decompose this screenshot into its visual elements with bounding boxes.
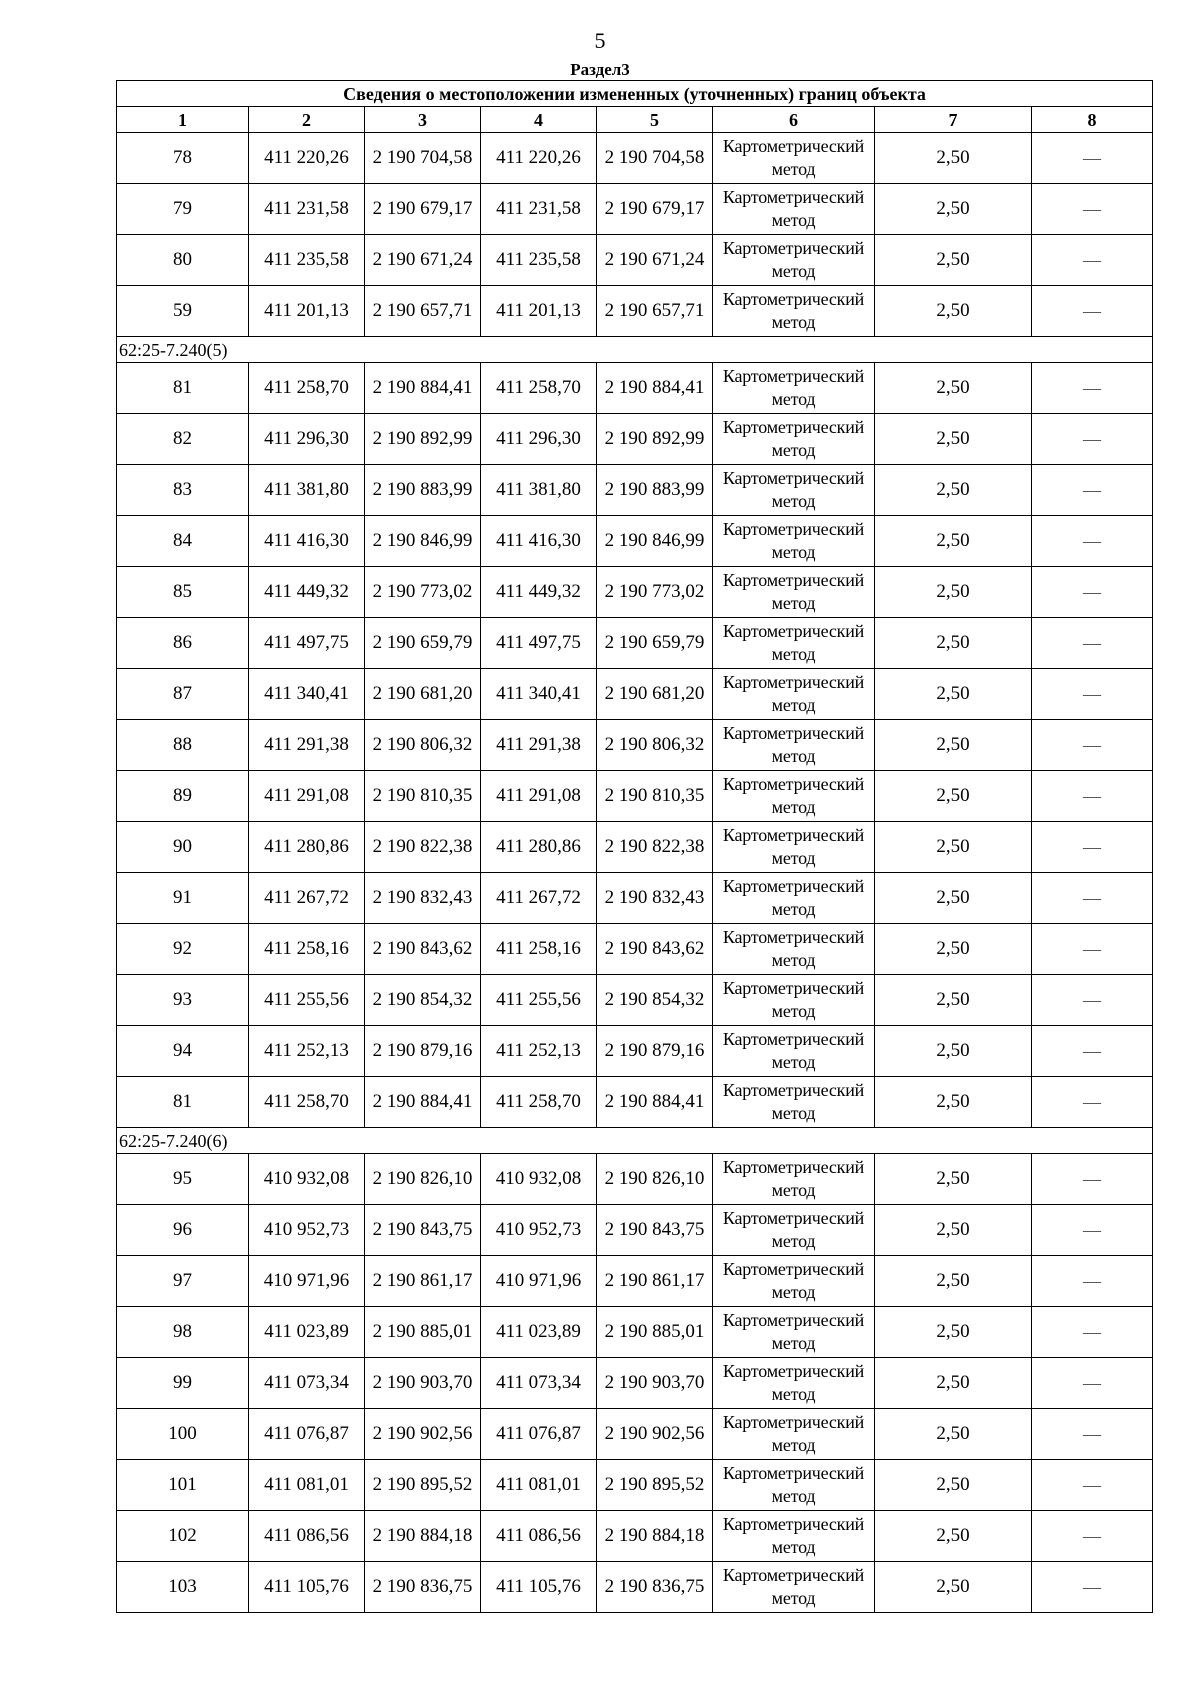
y-old-cell: 2 190 843,75 [365,1205,481,1256]
method-cell: Картометрический метод [713,1026,875,1077]
accuracy-cell: 2,50 [875,975,1032,1026]
y-old-cell: 2 190 671,24 [365,235,481,286]
accuracy-cell: 2,50 [875,1026,1032,1077]
accuracy-cell: 2,50 [875,363,1032,414]
description-cell: — [1032,567,1153,618]
column-header: 2 [249,107,365,133]
group-row [117,1128,1153,1154]
y-new-cell: 2 190 832,43 [597,873,713,924]
group-label: 62:25-7.240(5) [117,337,1153,363]
accuracy-cell: 2,50 [875,465,1032,516]
group-row [117,337,1153,363]
point-number-cell: 81 [117,1077,249,1128]
point-number-cell: 88 [117,720,249,771]
method-cell: Картометрический метод [713,924,875,975]
y-new-cell: 2 190 895,52 [597,1460,713,1511]
x-new-cell: 410 971,96 [481,1256,597,1307]
accuracy-cell: 2,50 [875,1409,1032,1460]
method-cell: Картометрический метод [713,286,875,337]
x-new-cell: 411 258,70 [481,1077,597,1128]
y-new-cell: 2 190 883,99 [597,465,713,516]
x-new-cell: 411 497,75 [481,618,597,669]
x-old-cell: 411 201,13 [249,286,365,337]
point-number-cell: 59 [117,286,249,337]
point-number-cell: 97 [117,1256,249,1307]
x-old-cell: 411 255,56 [249,975,365,1026]
accuracy-cell: 2,50 [875,133,1032,184]
column-header: 3 [365,107,481,133]
method-cell: Картометрический метод [713,975,875,1026]
y-new-cell: 2 190 861,17 [597,1256,713,1307]
point-number-cell: 89 [117,771,249,822]
point-number-cell: 80 [117,235,249,286]
point-number-cell: 84 [117,516,249,567]
x-old-cell: 411 073,34 [249,1358,365,1409]
description-cell: — [1032,822,1153,873]
y-old-cell: 2 190 884,41 [365,363,481,414]
point-number-cell: 99 [117,1358,249,1409]
point-number-cell: 86 [117,618,249,669]
x-old-cell: 411 023,89 [249,1307,365,1358]
x-new-cell: 411 081,01 [481,1460,597,1511]
accuracy-cell: 2,50 [875,1205,1032,1256]
y-old-cell: 2 190 884,18 [365,1511,481,1562]
table-row [117,1077,1153,1128]
x-new-cell: 411 105,76 [481,1562,597,1613]
column-header: 7 [875,107,1032,133]
x-new-cell: 411 255,56 [481,975,597,1026]
y-new-cell: 2 190 681,20 [597,669,713,720]
description-cell: — [1032,184,1153,235]
method-cell: Картометрический метод [713,363,875,414]
method-cell: Картометрический метод [713,1256,875,1307]
x-old-cell: 411 497,75 [249,618,365,669]
method-cell: Картометрический метод [713,669,875,720]
point-number-cell: 100 [117,1409,249,1460]
method-cell: Картометрический метод [713,1205,875,1256]
x-old-cell: 411 235,58 [249,235,365,286]
table-row [117,1409,1153,1460]
section-title: Раздел3 [570,60,630,79]
y-new-cell: 2 190 846,99 [597,516,713,567]
x-new-cell: 411 416,30 [481,516,597,567]
x-old-cell: 411 291,38 [249,720,365,771]
description-cell: — [1032,286,1153,337]
x-old-cell: 410 971,96 [249,1256,365,1307]
y-new-cell: 2 190 826,10 [597,1154,713,1205]
table-row [117,669,1153,720]
y-old-cell: 2 190 657,71 [365,286,481,337]
group-label: 62:25-7.240(6) [117,1128,1153,1154]
method-cell: Картометрический метод [713,1077,875,1128]
description-cell: — [1032,669,1153,720]
point-number-cell: 81 [117,363,249,414]
y-new-cell: 2 190 843,75 [597,1205,713,1256]
column-header: 8 [1032,107,1153,133]
accuracy-cell: 2,50 [875,235,1032,286]
x-new-cell: 411 073,34 [481,1358,597,1409]
description-cell: — [1032,235,1153,286]
y-old-cell: 2 190 854,32 [365,975,481,1026]
accuracy-cell: 2,50 [875,567,1032,618]
description-cell: — [1032,924,1153,975]
description-cell: — [1032,516,1153,567]
table-row [117,465,1153,516]
y-old-cell: 2 190 822,38 [365,822,481,873]
method-cell: Картометрический метод [713,822,875,873]
accuracy-cell: 2,50 [875,1460,1032,1511]
x-old-cell: 411 280,86 [249,822,365,873]
method-cell: Картометрический метод [713,720,875,771]
y-new-cell: 2 190 879,16 [597,1026,713,1077]
y-old-cell: 2 190 806,32 [365,720,481,771]
y-old-cell: 2 190 902,56 [365,1409,481,1460]
description-cell: — [1032,1026,1153,1077]
method-cell: Картометрический метод [713,618,875,669]
method-cell: Картометрический метод [713,873,875,924]
column-header: 1 [117,107,249,133]
x-old-cell: 410 952,73 [249,1205,365,1256]
y-new-cell: 2 190 892,99 [597,414,713,465]
description-cell: — [1032,873,1153,924]
table-row [117,516,1153,567]
y-old-cell: 2 190 884,41 [365,1077,481,1128]
x-old-cell: 411 296,30 [249,414,365,465]
method-cell: Картометрический метод [713,184,875,235]
x-old-cell: 411 258,16 [249,924,365,975]
x-old-cell: 411 220,26 [249,133,365,184]
accuracy-cell: 2,50 [875,1511,1032,1562]
table-row [117,1307,1153,1358]
description-cell: — [1032,1511,1153,1562]
point-number-cell: 101 [117,1460,249,1511]
x-old-cell: 411 076,87 [249,1409,365,1460]
table-row [117,414,1153,465]
table-row [117,235,1153,286]
x-old-cell: 411 086,56 [249,1511,365,1562]
x-new-cell: 411 381,80 [481,465,597,516]
page-number: 5 [594,28,606,53]
point-number-cell: 93 [117,975,249,1026]
description-cell: — [1032,414,1153,465]
method-cell: Картометрический метод [713,414,875,465]
table-row [117,1256,1153,1307]
y-old-cell: 2 190 679,17 [365,184,481,235]
x-new-cell: 411 231,58 [481,184,597,235]
method-cell: Картометрический метод [713,771,875,822]
x-new-cell: 410 952,73 [481,1205,597,1256]
point-number-cell: 83 [117,465,249,516]
table-title: Сведения о местоположении измененных (уточненных) границ объекта [117,81,1153,107]
x-old-cell: 411 267,72 [249,873,365,924]
method-cell: Картометрический метод [713,1307,875,1358]
x-new-cell: 411 235,58 [481,235,597,286]
description-cell: — [1032,1460,1153,1511]
method-cell: Картометрический метод [713,1460,875,1511]
table-row [117,924,1153,975]
method-cell: Картометрический метод [713,1358,875,1409]
method-cell: Картометрический метод [713,567,875,618]
boundary-table [116,80,1153,1613]
y-new-cell: 2 190 884,18 [597,1511,713,1562]
y-old-cell: 2 190 903,70 [365,1358,481,1409]
description-cell: — [1032,133,1153,184]
point-number-cell: 79 [117,184,249,235]
x-new-cell: 411 023,89 [481,1307,597,1358]
table-row [117,975,1153,1026]
table-row [117,873,1153,924]
y-new-cell: 2 190 822,38 [597,822,713,873]
y-new-cell: 2 190 884,41 [597,1077,713,1128]
description-cell: — [1032,720,1153,771]
description-cell: — [1032,1077,1153,1128]
description-cell: — [1032,1205,1153,1256]
accuracy-cell: 2,50 [875,720,1032,771]
accuracy-cell: 2,50 [875,669,1032,720]
accuracy-cell: 2,50 [875,184,1032,235]
point-number-cell: 92 [117,924,249,975]
table-row [117,567,1153,618]
description-cell: — [1032,1409,1153,1460]
x-new-cell: 411 258,16 [481,924,597,975]
column-header: 6 [713,107,875,133]
accuracy-cell: 2,50 [875,414,1032,465]
description-cell: — [1032,975,1153,1026]
accuracy-cell: 2,50 [875,1256,1032,1307]
y-old-cell: 2 190 810,35 [365,771,481,822]
table-row [117,1562,1153,1613]
accuracy-cell: 2,50 [875,1562,1032,1613]
method-cell: Картометрический метод [713,516,875,567]
description-cell: — [1032,1307,1153,1358]
x-new-cell: 411 296,30 [481,414,597,465]
y-new-cell: 2 190 659,79 [597,618,713,669]
y-new-cell: 2 190 903,70 [597,1358,713,1409]
table-row [117,363,1153,414]
y-new-cell: 2 190 671,24 [597,235,713,286]
point-number-cell: 103 [117,1562,249,1613]
y-old-cell: 2 190 892,99 [365,414,481,465]
description-cell: — [1032,618,1153,669]
x-old-cell: 411 291,08 [249,771,365,822]
table-row [117,133,1153,184]
y-new-cell: 2 190 773,02 [597,567,713,618]
table-row [117,771,1153,822]
x-new-cell: 411 267,72 [481,873,597,924]
x-old-cell: 411 381,80 [249,465,365,516]
method-cell: Картометрический метод [713,1409,875,1460]
accuracy-cell: 2,50 [875,1307,1032,1358]
table-row [117,1026,1153,1077]
y-old-cell: 2 190 826,10 [365,1154,481,1205]
x-new-cell: 411 280,86 [481,822,597,873]
accuracy-cell: 2,50 [875,924,1032,975]
y-new-cell: 2 190 810,35 [597,771,713,822]
point-number-cell: 94 [117,1026,249,1077]
table-row [117,1154,1153,1205]
x-new-cell: 411 252,13 [481,1026,597,1077]
description-cell: — [1032,1562,1153,1613]
x-old-cell: 411 231,58 [249,184,365,235]
y-new-cell: 2 190 806,32 [597,720,713,771]
y-old-cell: 2 190 681,20 [365,669,481,720]
y-new-cell: 2 190 836,75 [597,1562,713,1613]
y-old-cell: 2 190 861,17 [365,1256,481,1307]
y-new-cell: 2 190 885,01 [597,1307,713,1358]
table-row [117,184,1153,235]
y-new-cell: 2 190 704,58 [597,133,713,184]
accuracy-cell: 2,50 [875,516,1032,567]
table-row [117,1205,1153,1256]
x-old-cell: 411 416,30 [249,516,365,567]
table-row [117,720,1153,771]
accuracy-cell: 2,50 [875,771,1032,822]
x-new-cell: 411 076,87 [481,1409,597,1460]
method-cell: Картометрический метод [713,1511,875,1562]
description-cell: — [1032,1358,1153,1409]
description-cell: — [1032,771,1153,822]
accuracy-cell: 2,50 [875,618,1032,669]
y-new-cell: 2 190 679,17 [597,184,713,235]
method-cell: Картометрический метод [713,133,875,184]
point-number-cell: 95 [117,1154,249,1205]
table-row [117,1358,1153,1409]
accuracy-cell: 2,50 [875,822,1032,873]
y-new-cell: 2 190 843,62 [597,924,713,975]
method-cell: Картометрический метод [713,1154,875,1205]
x-new-cell: 411 291,38 [481,720,597,771]
x-new-cell: 411 201,13 [481,286,597,337]
point-number-cell: 85 [117,567,249,618]
x-new-cell: 411 220,26 [481,133,597,184]
x-old-cell: 411 105,76 [249,1562,365,1613]
y-old-cell: 2 190 885,01 [365,1307,481,1358]
x-old-cell: 411 449,32 [249,567,365,618]
table-row [117,1460,1153,1511]
point-number-cell: 96 [117,1205,249,1256]
table-row [117,1511,1153,1562]
method-cell: Картометрический метод [713,465,875,516]
accuracy-cell: 2,50 [875,1077,1032,1128]
table-row [117,286,1153,337]
description-cell: — [1032,465,1153,516]
x-new-cell: 411 258,70 [481,363,597,414]
method-cell: Картометрический метод [713,1562,875,1613]
x-old-cell: 410 932,08 [249,1154,365,1205]
x-old-cell: 411 252,13 [249,1026,365,1077]
y-old-cell: 2 190 895,52 [365,1460,481,1511]
y-new-cell: 2 190 854,32 [597,975,713,1026]
x-old-cell: 411 258,70 [249,1077,365,1128]
point-number-cell: 87 [117,669,249,720]
y-old-cell: 2 190 883,99 [365,465,481,516]
y-old-cell: 2 190 773,02 [365,567,481,618]
point-number-cell: 102 [117,1511,249,1562]
description-cell: — [1032,1256,1153,1307]
description-cell: — [1032,363,1153,414]
accuracy-cell: 2,50 [875,873,1032,924]
x-old-cell: 411 081,01 [249,1460,365,1511]
y-old-cell: 2 190 846,99 [365,516,481,567]
accuracy-cell: 2,50 [875,1154,1032,1205]
y-old-cell: 2 190 832,43 [365,873,481,924]
accuracy-cell: 2,50 [875,286,1032,337]
column-header: 4 [481,107,597,133]
x-new-cell: 411 086,56 [481,1511,597,1562]
y-old-cell: 2 190 704,58 [365,133,481,184]
y-old-cell: 2 190 659,79 [365,618,481,669]
point-number-cell: 78 [117,133,249,184]
table-row [117,822,1153,873]
x-new-cell: 411 449,32 [481,567,597,618]
point-number-cell: 98 [117,1307,249,1358]
x-new-cell: 410 932,08 [481,1154,597,1205]
x-new-cell: 411 291,08 [481,771,597,822]
x-old-cell: 411 340,41 [249,669,365,720]
column-header: 5 [597,107,713,133]
y-old-cell: 2 190 843,62 [365,924,481,975]
y-new-cell: 2 190 657,71 [597,286,713,337]
point-number-cell: 90 [117,822,249,873]
y-old-cell: 2 190 879,16 [365,1026,481,1077]
table-row [117,618,1153,669]
accuracy-cell: 2,50 [875,1358,1032,1409]
point-number-cell: 82 [117,414,249,465]
y-old-cell: 2 190 836,75 [365,1562,481,1613]
x-old-cell: 411 258,70 [249,363,365,414]
x-new-cell: 411 340,41 [481,669,597,720]
y-new-cell: 2 190 902,56 [597,1409,713,1460]
y-new-cell: 2 190 884,41 [597,363,713,414]
description-cell: — [1032,1154,1153,1205]
point-number-cell: 91 [117,873,249,924]
method-cell: Картометрический метод [713,235,875,286]
